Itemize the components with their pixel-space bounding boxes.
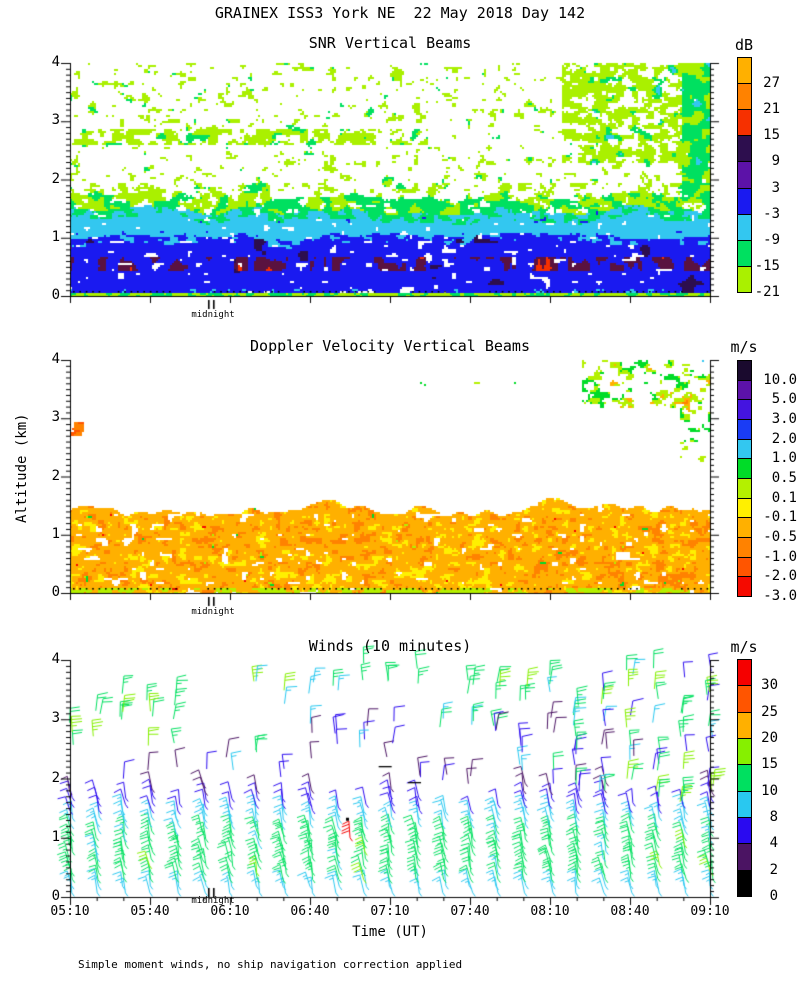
figure-title: GRAINEX ISS3 York NE 22 May 2018 Day 142 [214,4,586,22]
colorbar-tick-label: 25 [761,703,778,720]
colorbar-tick-label: 0.1 [771,489,797,506]
colorbar-tick-label: 8 [769,809,778,825]
time-axis-label: Time (UT) [352,924,428,940]
footer-note: Simple moment winds, no ship navigation correction applied [78,958,463,971]
colorbar-tick-label: 15 [763,127,780,144]
winds-colorbar-title: m/s [730,638,758,656]
altitude-tick-label: 4 [51,351,60,367]
colorbar-tick-label: 10 [761,782,778,799]
altitude-tick-label: 3 [51,112,60,129]
colorbar-tick-label: 3.0 [771,411,797,427]
colorbar-tick-label: 0.5 [771,470,797,486]
colorbar-tick-label: 27 [763,75,780,92]
colorbar-tick-label: 15 [761,756,778,773]
colorbar-tick-label: -2.0 [763,568,797,585]
midnight-label-winds: midnight [191,896,235,906]
colorbar-tick-label: -0.1 [763,509,797,526]
altitude-tick-label: 0 [51,287,60,303]
colorbar-tick-label: 1.0 [771,450,797,467]
altitude-tick-label: 1 [51,828,60,845]
colorbar-tick-label: 4 [769,835,778,852]
altitude-tick-label: 0 [51,888,60,904]
colorbar-tick-label: 2.0 [771,430,797,447]
colorbar-tick-label: 2 [769,861,778,878]
altitude-tick-label: 4 [51,651,60,667]
colorbar-tick-label: 5.0 [771,391,797,408]
colorbar-tick-label: 3 [771,179,780,196]
midnight-label-doppler: midnight [191,607,235,617]
altitude-tick-label: 3 [51,409,60,426]
colorbar-tick-label: 30 [761,677,778,694]
time-tick-label: 07:10 [370,904,410,919]
time-tick-label: 09:10 [690,904,730,919]
colorbar-tick-label: -9 [763,231,780,248]
colorbar-tick-label: 0 [769,888,778,904]
time-tick-label: 07:40 [450,904,490,919]
colorbar-tick-label: -3.0 [763,588,797,604]
altitude-tick-label: 3 [51,710,60,727]
colorbar-tick-label: 21 [763,101,780,118]
midnight-label-snr: midnight [191,310,235,320]
colorbar-tick-label: -1.0 [763,548,797,565]
colorbar-tick-label: 9 [771,153,780,170]
colorbar [737,58,752,293]
colorbar-tick-label: -21 [754,284,780,300]
time-tick-label: 05:40 [130,904,170,919]
altitude-tick-label: 2 [51,769,60,786]
snr-panel-title: SNR Vertical Beams [308,34,472,52]
altitude-tick-label: 1 [51,228,60,245]
altitude-axis-label: Altitude (km) [14,413,30,523]
colorbar [737,660,752,897]
snr-colorbar-title: dB [734,36,754,54]
winds-panel-title: Winds (10 minutes) [308,637,472,655]
doppler-panel-title: Doppler Velocity Vertical Beams [250,337,530,355]
colorbar-tick-label: -0.5 [763,529,797,545]
altitude-tick-label: 2 [51,170,60,187]
time-tick-label: 08:10 [530,904,570,919]
time-tick-label: 05:10 [50,904,90,919]
colorbar-tick-label: -15 [754,257,780,274]
colorbar-tick-label: -3 [763,205,780,222]
colorbar-tick-label: 10.0 [763,371,797,388]
altitude-tick-label: 1 [51,525,60,542]
altitude-tick-label: 2 [51,467,60,484]
doppler-colorbar-title: m/s [730,338,758,356]
time-tick-label: 08:40 [610,904,650,919]
altitude-tick-label: 4 [51,54,60,70]
colorbar-tick-label: 20 [761,730,778,746]
altitude-tick-label: 0 [51,584,60,600]
time-tick-label: 06:10 [210,904,250,919]
time-tick-label: 06:40 [290,904,330,919]
